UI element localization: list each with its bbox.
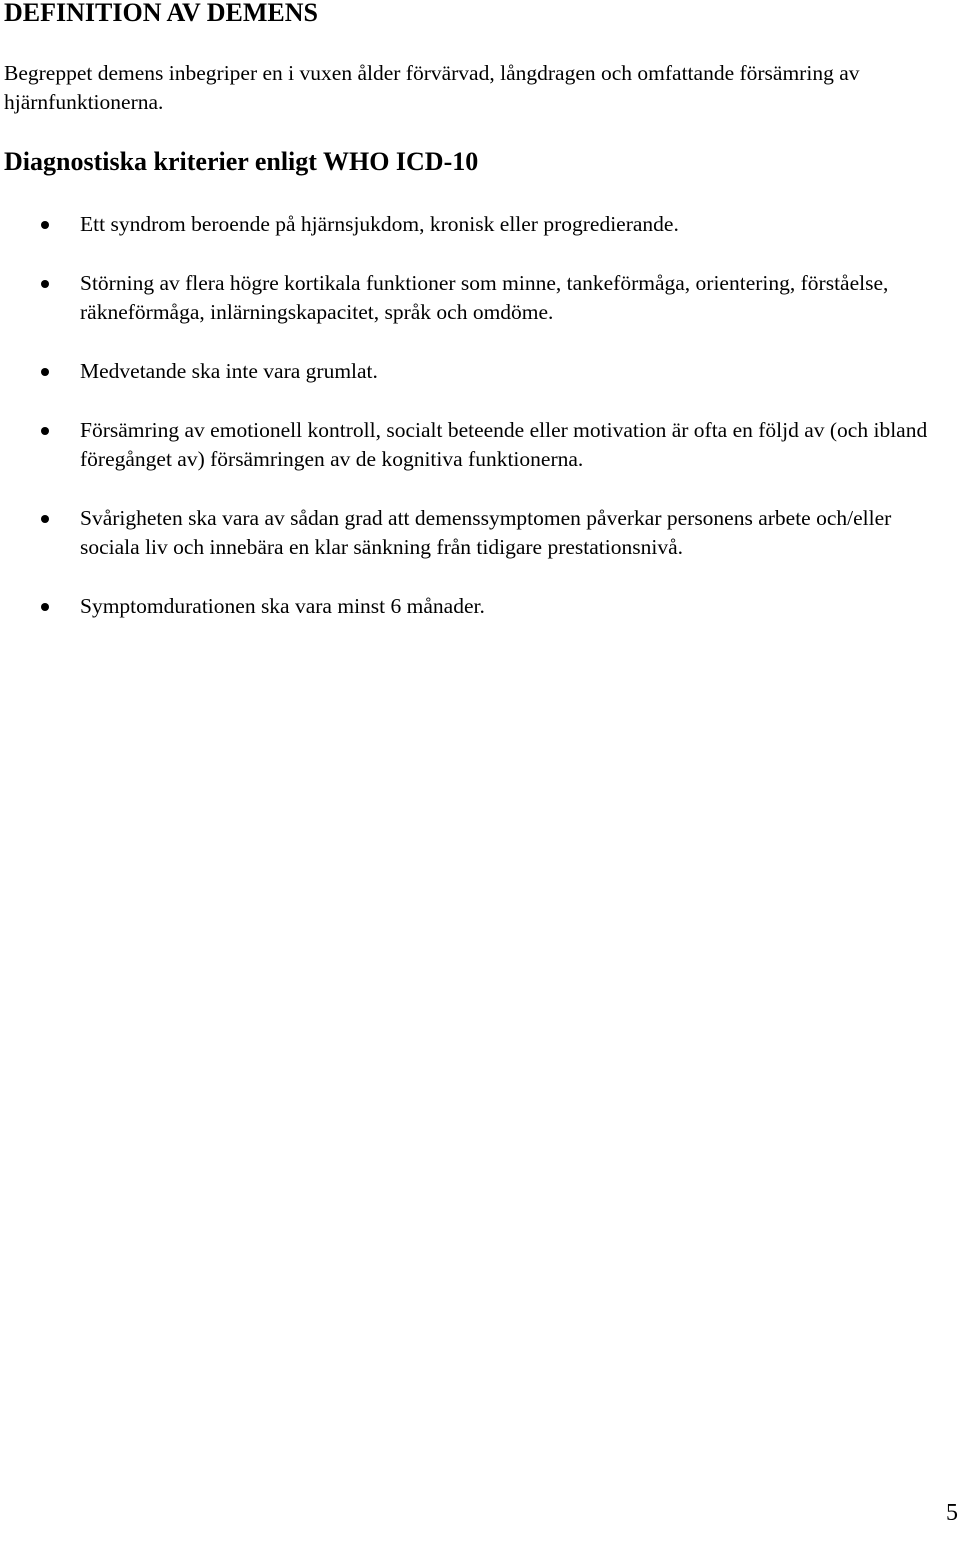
criteria-list [0, 210, 960, 651]
list-item [0, 357, 960, 386]
bullet-icon [41, 515, 49, 523]
list-item [0, 210, 960, 239]
list-item-text: Försämring av emotionell kontroll, socialt beteende eller motivation är ofta en följd av (och ibland föregånget av) försämringen av de kognitiva funktionerna. [80, 418, 928, 471]
bullet-icon [41, 427, 49, 435]
section-heading: Diagnostiska kriterier enligt WHO ICD-10 [4, 147, 479, 176]
list-item-text: Ett syndrom beroende på hjärnsjukdom, kronisk eller progredierande. [80, 212, 679, 236]
list-item [0, 592, 960, 621]
intro-paragraph: Begreppet demens inbegriper en i vuxen ålder förvärvad, långdragen och omfattande försämring av hjärnfunktionerna. [4, 61, 860, 114]
bullet-icon [41, 280, 49, 288]
list-item [0, 504, 960, 562]
page-number: 5 [946, 1500, 958, 1526]
list-item-text: Symptomdurationen ska vara minst 6 månader. [80, 594, 485, 618]
list-item [0, 269, 960, 327]
bullet-icon [41, 603, 49, 611]
list-item-text: Svårigheten ska vara av sådan grad att demenssymptomen påverkar personens arbete och/eller sociala liv och innebära en klar sänkning från tidigare prestationsnivå. [80, 506, 892, 559]
bullet-icon [41, 368, 49, 376]
bullet-icon [41, 221, 49, 229]
list-item-text: Störning av flera högre kortikala funktioner som minne, tankeförmåga, orientering, förståelse, räkneförmåga, inlärningskapacitet, språk och omdöme. [80, 271, 889, 324]
page-title: DEFINITION AV DEMENS [4, 0, 319, 27]
list-item-text: Medvetande ska inte vara grumlat. [80, 359, 378, 383]
list-item [0, 416, 960, 474]
